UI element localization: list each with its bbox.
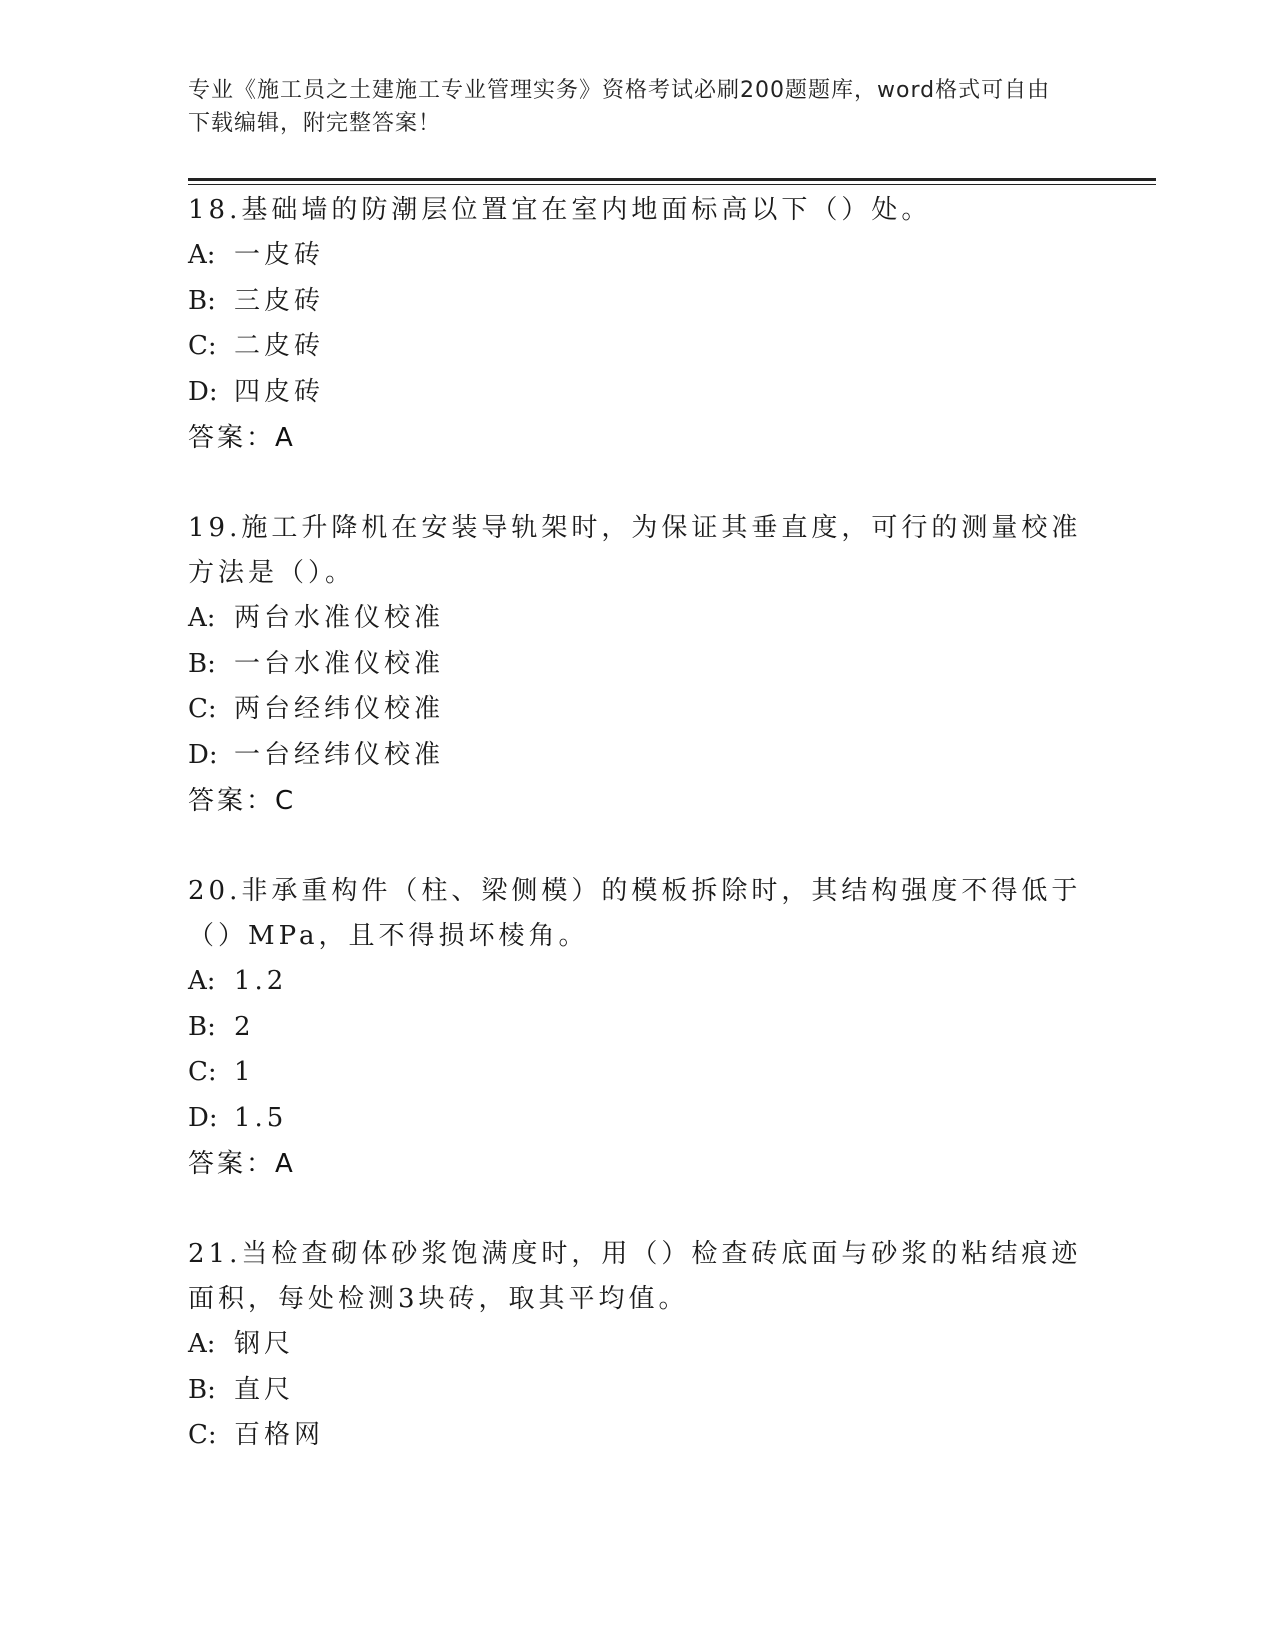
answer-line: 答案：A (188, 1149, 296, 1179)
option-letter: D: (188, 739, 218, 770)
option-text: 一皮砖 (234, 240, 325, 270)
option-letter: B: (188, 648, 216, 679)
option-d (188, 370, 1088, 416)
document-header: 专业《施工员之土建施工专业管理实务》资格考试必刷200题题库，word格式可自由下载编辑，附完整答案！ (188, 78, 1051, 136)
option-d (188, 733, 1088, 779)
option-letter: A: (188, 966, 216, 996)
option-c (188, 687, 1088, 733)
option-b (188, 1368, 1088, 1414)
question-stem: 19.施工升降机在安装导轨架时，为保证其垂直度，可行的测量校准方法是（）。 (188, 513, 1082, 588)
question-20 (188, 869, 1088, 1187)
option-b (188, 1005, 1088, 1051)
option-c (188, 1413, 1088, 1459)
option-text: 百格网 (234, 1420, 325, 1450)
question-stem: 21.当检查砌体砂浆饱满度时，用（）检查砖底面与砂浆的粘结痕迹面积，每处检测3块砖，取其平均值。 (188, 1239, 1082, 1314)
option-letter: D: (188, 376, 218, 407)
option-text: 两台经纬仪校准 (234, 694, 445, 724)
option-text: 二皮砖 (234, 331, 325, 361)
option-a (188, 959, 1088, 1005)
option-letter: C: (188, 1057, 217, 1087)
option-c (188, 1050, 1088, 1096)
option-letter: A: (188, 240, 216, 270)
option-letter: A: (188, 1329, 216, 1359)
question-21 (188, 1232, 1088, 1459)
option-text: 钢尺 (234, 1329, 295, 1359)
option-letter: C: (188, 694, 217, 724)
header-divider-thick (188, 178, 1156, 181)
option-letter: B: (188, 285, 216, 316)
option-text: 1 (234, 1057, 255, 1087)
option-letter: B: (188, 1374, 216, 1405)
option-text: 1.5 (234, 1102, 288, 1133)
option-text: 三皮砖 (234, 285, 325, 316)
option-text: 一台水准仪校准 (234, 648, 445, 679)
option-a (188, 1322, 1088, 1368)
option-text: 2 (234, 1011, 255, 1042)
option-letter: A: (188, 603, 216, 633)
question-list (188, 188, 1088, 1504)
option-a (188, 233, 1088, 279)
question-stem: 20.非承重构件（柱、梁侧模）的模板拆除时，其结构强度不得低于（）MPa，且不得损坏棱角。 (188, 876, 1082, 951)
header-divider-thin (188, 184, 1156, 185)
question-19 (188, 506, 1088, 824)
option-letter: C: (188, 331, 217, 361)
option-text: 一台经纬仪校准 (234, 739, 445, 770)
option-c (188, 324, 1088, 370)
answer-line: 答案：C (188, 786, 297, 816)
option-letter: D: (188, 1102, 218, 1133)
question-stem: 18.基础墙的防潮层位置宜在室内地面标高以下（）处。 (188, 195, 932, 225)
option-letter: B: (188, 1011, 216, 1042)
option-text: 直尺 (234, 1374, 295, 1405)
option-b (188, 279, 1088, 325)
option-a (188, 596, 1088, 642)
option-text: 两台水准仪校准 (234, 603, 445, 633)
question-18 (188, 188, 1088, 461)
option-b (188, 642, 1088, 688)
option-text: 四皮砖 (234, 376, 325, 407)
option-d (188, 1096, 1088, 1142)
option-letter: C: (188, 1420, 217, 1450)
option-text: 1.2 (234, 966, 288, 996)
answer-line: 答案：A (188, 423, 296, 453)
